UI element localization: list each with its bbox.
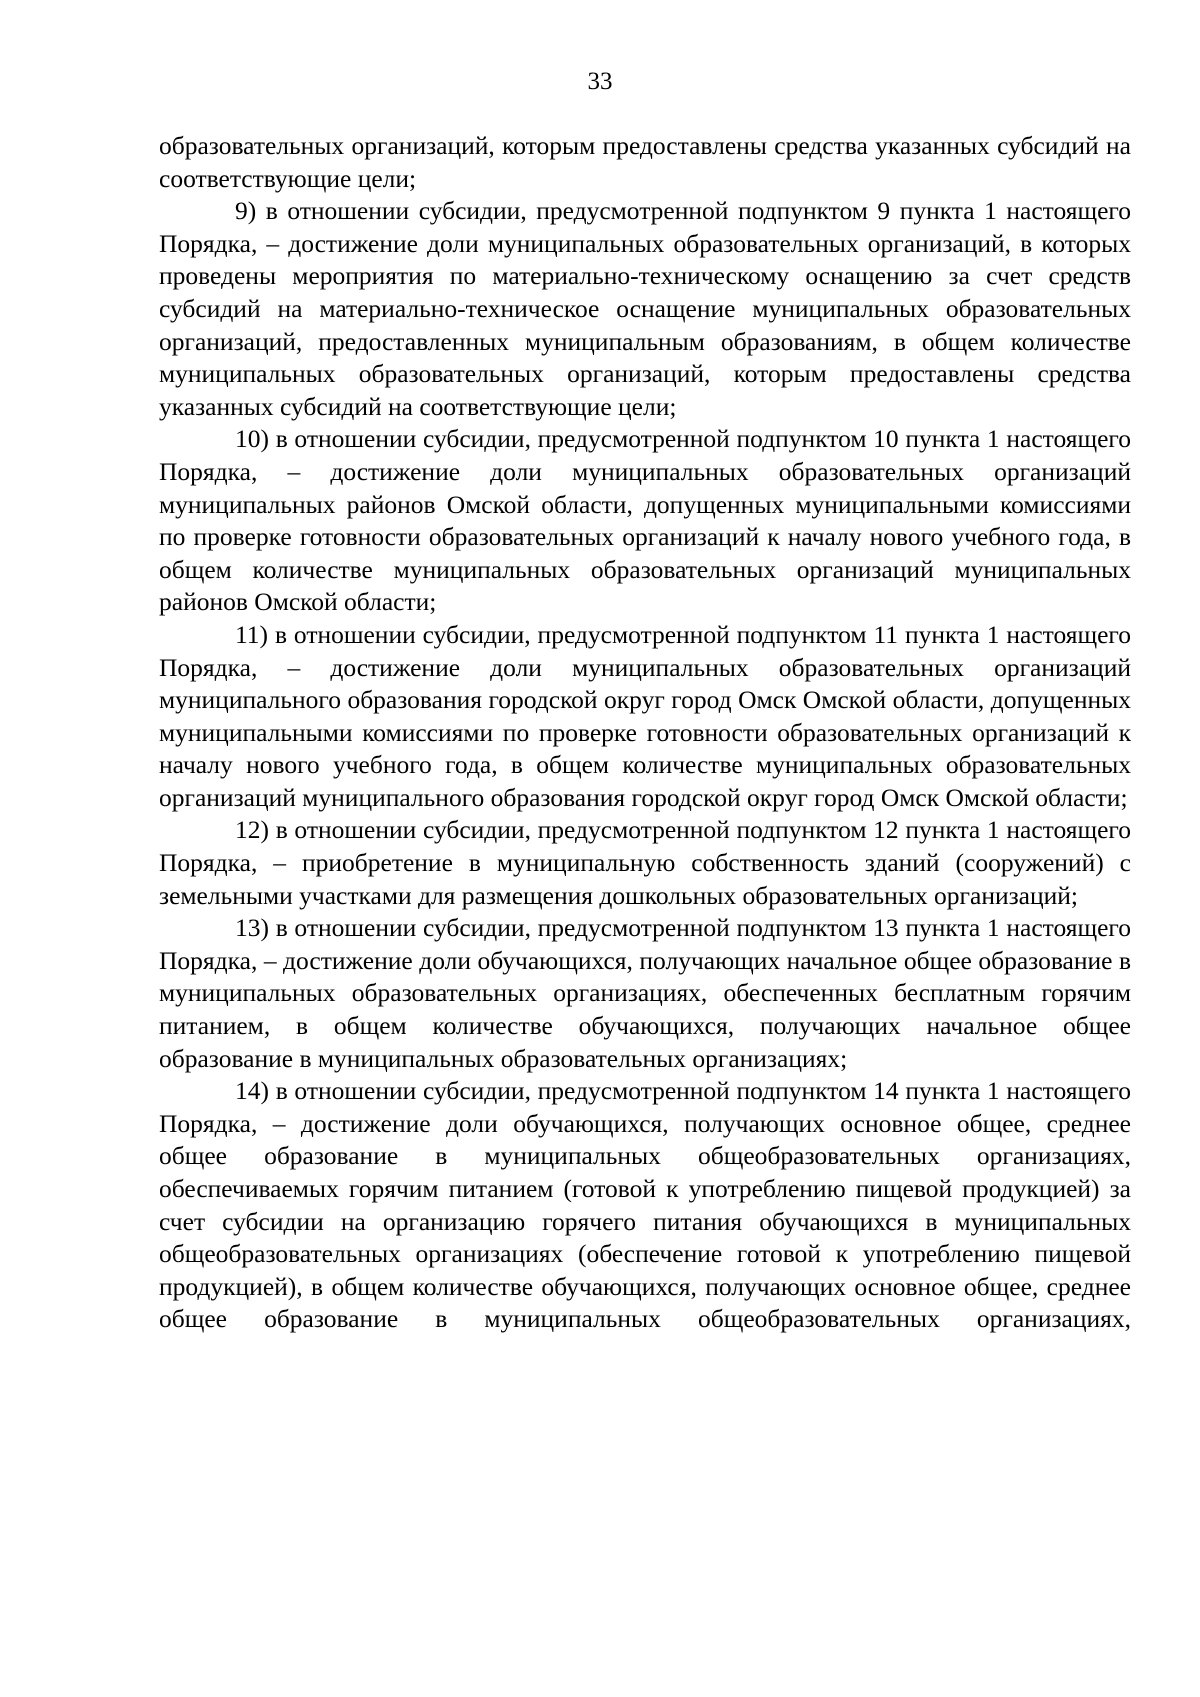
paragraph-item-10: 10) в отношении субсидии, предусмотренной подпунктом 10 пункта 1 настоящего Порядка, – достижение доли муниципальных образовательных организаций муниципальных районов Омской области, допущенных муниципальными комиссиями по проверке готовности образовательных организаций к началу нового учебного года, в общем количестве муниципальных образовательных организаций муниципальных районов Омской области; xyxy=(159,424,1131,617)
paragraph-item-13: 13) в отношении субсидии, предусмотренной подпунктом 13 пункта 1 настоящего Порядка, – достижение доли обучающихся, получающих начальное общее образование в муниципальных образовательных организациях, обеспеченных бесплатным горячим питанием, в общем количестве обучающихся, получающих начальное общее образование в муниципальных образовательных организациях; xyxy=(159,913,1131,1073)
paragraph-item-12: 12) в отношении субсидии, предусмотренной подпунктом 12 пункта 1 настоящего Порядка, – приобретение в муниципальную собственность зданий (сооружений) с земельными участками для размещения дошкольных образовательных организаций; xyxy=(159,815,1131,910)
paragraph-item-9: 9) в отношении субсидии, предусмотренной подпунктом 9 пункта 1 настоящего Порядка, – достижение доли муниципальных образовательных организаций, в которых проведены мероприятия по материально-техническому оснащению за счет средств субсидий на материально-техническое оснащение муниципальных образовательных организаций, предоставленных муниципальным образованиям, в общем количестве муниципальных образовательных организаций, которым предоставлены средства указанных субсидий на соответствующие цели; xyxy=(159,196,1131,421)
paragraph-continuation: образовательных организаций, которым предоставлены средства указанных субсидий на соответствующие цели; xyxy=(159,131,1131,193)
document-body xyxy=(159,130,1131,1336)
page-number: 33 xyxy=(587,68,613,95)
paragraph-item-11: 11) в отношении субсидии, предусмотренной подпунктом 11 пункта 1 настоящего Порядка, – достижение доли муниципальных образовательных организаций муниципального образования городской округ город Омск Омской области, допущенных муниципальными комиссиями по проверке готовности образовательных организаций к началу нового учебного года, в общем количестве муниципальных образовательных организаций муниципального образования городской округ город Омск Омской области; xyxy=(159,619,1131,812)
paragraph-item-14: 14) в отношении субсидии, предусмотренной подпунктом 14 пункта 1 настоящего Порядка, – достижение доли обучающихся, получающих основное общее, среднее общее образование в муниципальных общеобразовательных организациях, обеспечиваемых горячим питанием (готовой к употреблению пищевой продукцией) за счет субсидии на организацию горячего питания обучающихся в муниципальных общеобразовательных организациях (обеспечение готовой к употреблению пищевой продукцией), в общем количестве обучающихся, получающих основное общее, среднее общее образование в муниципальных общеобразовательных организациях, xyxy=(159,1076,1131,1334)
